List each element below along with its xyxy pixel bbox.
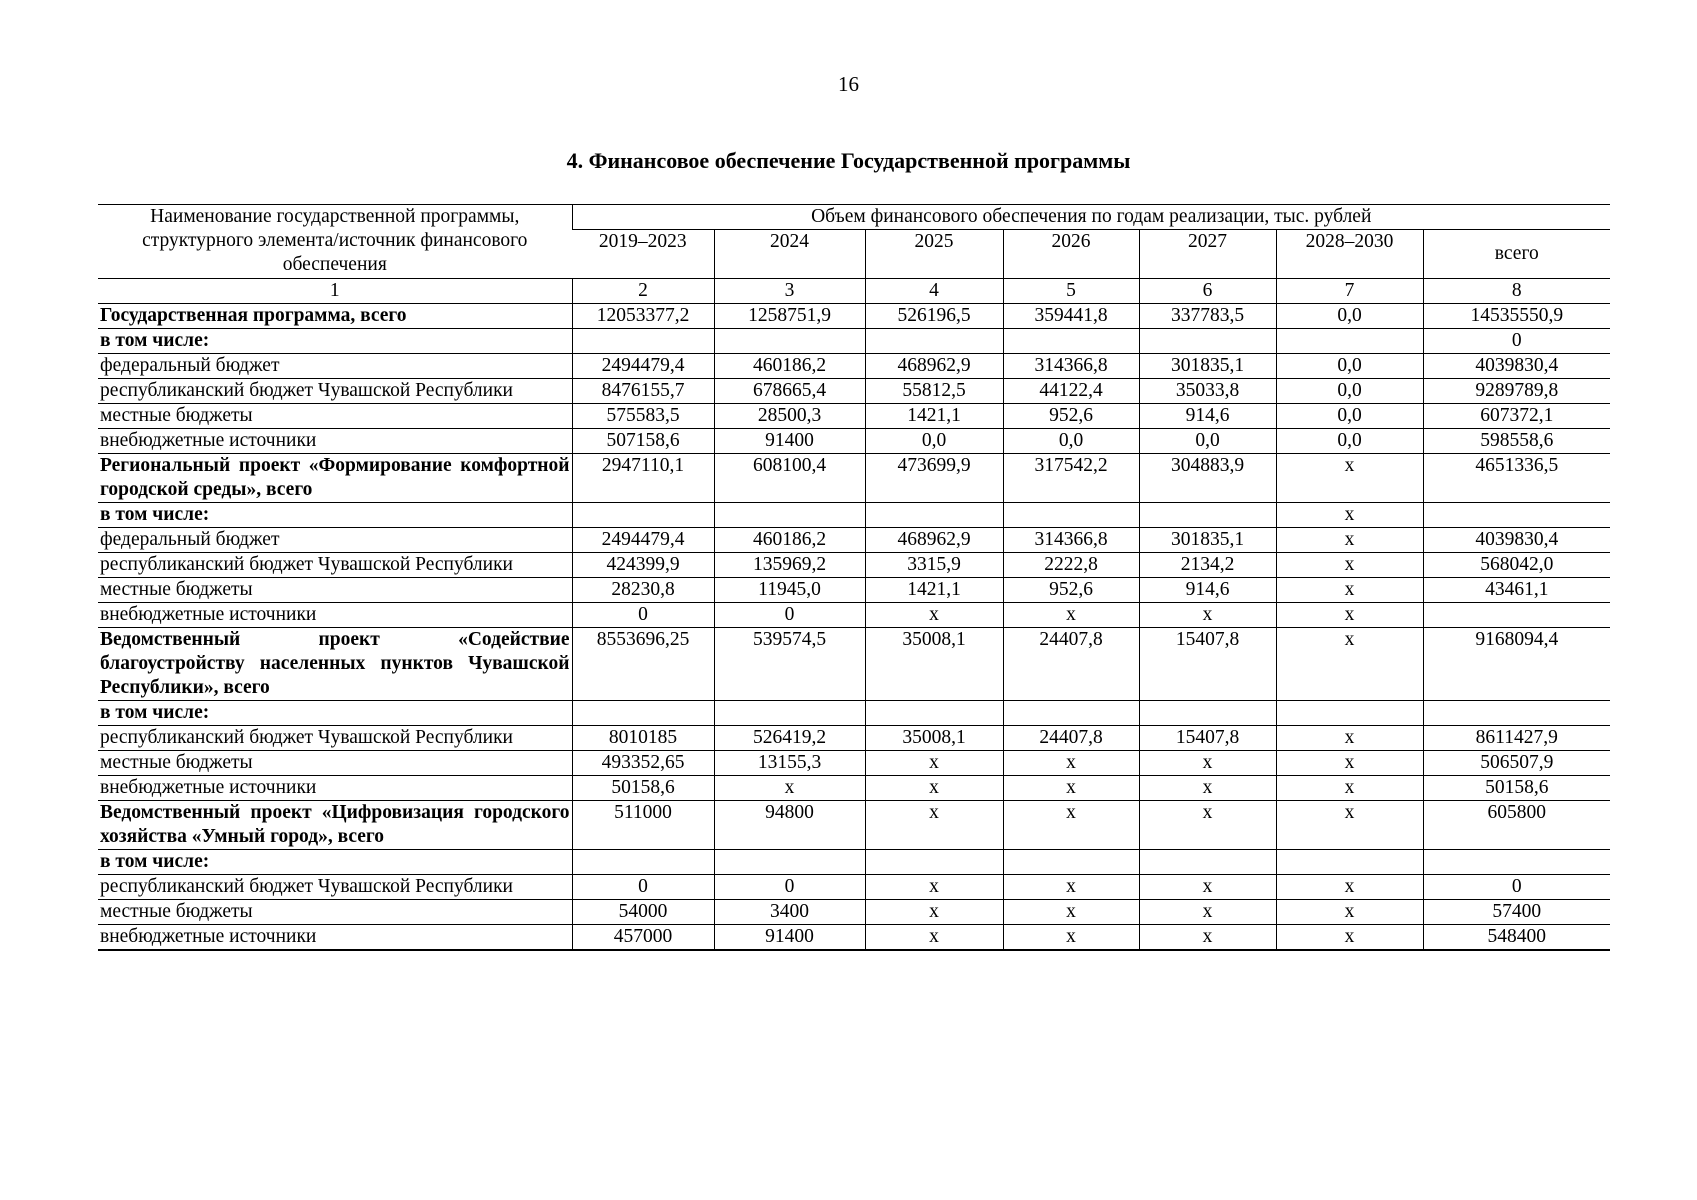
value-cell: [1423, 850, 1610, 875]
value-cell: 0,0: [1276, 304, 1423, 329]
table-row: [98, 503, 1610, 528]
value-cell: 952,6: [1003, 404, 1139, 429]
header-name-column: Наименование государственной программы, структурного элемента/источник финансового обеспечения: [98, 205, 572, 279]
row-name-cell: в том числе:: [98, 503, 572, 528]
row-name-cell: республиканский бюджет Чувашской Республики: [98, 553, 572, 578]
table-row: [98, 801, 1610, 850]
value-cell: х: [1276, 875, 1423, 900]
table-row: [98, 404, 1610, 429]
value-cell: 0,0: [865, 429, 1003, 454]
value-cell: 15407,8: [1139, 628, 1276, 701]
value-cell: 0,0: [1276, 404, 1423, 429]
table-row: [98, 578, 1610, 603]
table-row: [98, 329, 1610, 354]
row-name-cell: республиканский бюджет Чувашской Республики: [98, 875, 572, 900]
value-cell: 914,6: [1139, 404, 1276, 429]
row-name-cell: внебюджетные источники: [98, 603, 572, 628]
value-cell: х: [1003, 751, 1139, 776]
header-year-cell: 2027: [1139, 230, 1276, 279]
row-name-cell: в том числе:: [98, 701, 572, 726]
value-cell: х: [865, 751, 1003, 776]
value-cell: [865, 329, 1003, 354]
value-cell: 2222,8: [1003, 553, 1139, 578]
value-cell: 493352,65: [572, 751, 714, 776]
row-name-cell: республиканский бюджет Чувашской Республики: [98, 726, 572, 751]
row-name-cell: республиканский бюджет Чувашской Республики: [98, 379, 572, 404]
value-cell: 94800: [714, 801, 865, 850]
value-cell: х: [865, 801, 1003, 850]
value-cell: 3315,9: [865, 553, 1003, 578]
table-row: [98, 379, 1610, 404]
value-cell: 44122,4: [1003, 379, 1139, 404]
value-cell: [572, 850, 714, 875]
value-cell: [865, 701, 1003, 726]
value-cell: 952,6: [1003, 578, 1139, 603]
value-cell: 317542,2: [1003, 454, 1139, 503]
header-volume-column: Объем финансового обеспечения по годам реализации, тыс. рублей: [572, 205, 1610, 230]
table-row: [98, 751, 1610, 776]
value-cell: 14535550,9: [1423, 304, 1610, 329]
value-cell: х: [1276, 801, 1423, 850]
value-cell: 24407,8: [1003, 628, 1139, 701]
header-year-cell: 2024: [714, 230, 865, 279]
column-number-cell: 7: [1276, 279, 1423, 304]
table-row: [98, 553, 1610, 578]
value-cell: х: [1276, 503, 1423, 528]
financing-table: [98, 204, 1610, 951]
value-cell: [1423, 603, 1610, 628]
header-numbers-row: [98, 279, 1610, 304]
header-year-cell: всего: [1423, 230, 1610, 279]
value-cell: 91400: [714, 925, 865, 951]
header-year-cell: 2028–2030: [1276, 230, 1423, 279]
value-cell: 2134,2: [1139, 553, 1276, 578]
value-cell: х: [714, 776, 865, 801]
table-row: [98, 304, 1610, 329]
row-name-cell: федеральный бюджет: [98, 528, 572, 553]
value-cell: х: [1003, 801, 1139, 850]
value-cell: 35008,1: [865, 628, 1003, 701]
value-cell: [1003, 701, 1139, 726]
value-cell: х: [1276, 726, 1423, 751]
header-year-cell: 2026: [1003, 230, 1139, 279]
value-cell: 12053377,2: [572, 304, 714, 329]
value-cell: [714, 850, 865, 875]
value-cell: 539574,5: [714, 628, 865, 701]
value-cell: 457000: [572, 925, 714, 951]
value-cell: 24407,8: [1003, 726, 1139, 751]
value-cell: [714, 701, 865, 726]
value-cell: 28230,8: [572, 578, 714, 603]
value-cell: 468962,9: [865, 528, 1003, 553]
value-cell: х: [1276, 925, 1423, 951]
value-cell: 605800: [1423, 801, 1610, 850]
value-cell: х: [1139, 925, 1276, 951]
value-cell: 424399,9: [572, 553, 714, 578]
value-cell: 43461,1: [1423, 578, 1610, 603]
value-cell: х: [1276, 454, 1423, 503]
table-row: [98, 900, 1610, 925]
table-row: [98, 628, 1610, 701]
value-cell: [1276, 850, 1423, 875]
value-cell: 0,0: [1276, 429, 1423, 454]
value-cell: 526419,2: [714, 726, 865, 751]
table-row: [98, 701, 1610, 726]
value-cell: 8476155,7: [572, 379, 714, 404]
row-name-cell: внебюджетные источники: [98, 925, 572, 951]
value-cell: 4039830,4: [1423, 354, 1610, 379]
table-row: [98, 603, 1610, 628]
value-cell: 507158,6: [572, 429, 714, 454]
table-row: [98, 850, 1610, 875]
column-number-cell: 6: [1139, 279, 1276, 304]
value-cell: 0,0: [1003, 429, 1139, 454]
column-number-cell: 5: [1003, 279, 1139, 304]
value-cell: 1421,1: [865, 404, 1003, 429]
value-cell: 8553696,25: [572, 628, 714, 701]
row-name-cell: местные бюджеты: [98, 578, 572, 603]
value-cell: [1423, 701, 1610, 726]
value-cell: [1423, 503, 1610, 528]
page-title: 4. Финансовое обеспечение Государственной программы: [566, 148, 1131, 173]
value-cell: х: [865, 875, 1003, 900]
value-cell: 15407,8: [1139, 726, 1276, 751]
value-cell: 35008,1: [865, 726, 1003, 751]
value-cell: [572, 503, 714, 528]
value-cell: х: [865, 925, 1003, 951]
value-cell: [714, 329, 865, 354]
value-cell: 50158,6: [1423, 776, 1610, 801]
value-cell: [1139, 503, 1276, 528]
value-cell: 568042,0: [1423, 553, 1610, 578]
value-cell: [1139, 701, 1276, 726]
value-cell: х: [865, 776, 1003, 801]
value-cell: 8010185: [572, 726, 714, 751]
value-cell: х: [1276, 900, 1423, 925]
value-cell: 9289789,8: [1423, 379, 1610, 404]
row-name-cell: местные бюджеты: [98, 751, 572, 776]
value-cell: 2494479,4: [572, 528, 714, 553]
value-cell: [572, 701, 714, 726]
value-cell: 460186,2: [714, 354, 865, 379]
value-cell: х: [1276, 776, 1423, 801]
value-cell: [865, 850, 1003, 875]
column-number-cell: 4: [865, 279, 1003, 304]
value-cell: [1276, 701, 1423, 726]
value-cell: 608100,4: [714, 454, 865, 503]
value-cell: 4039830,4: [1423, 528, 1610, 553]
value-cell: 135969,2: [714, 553, 865, 578]
table-row: [98, 875, 1610, 900]
value-cell: 607372,1: [1423, 404, 1610, 429]
value-cell: 55812,5: [865, 379, 1003, 404]
value-cell: 2494479,4: [572, 354, 714, 379]
value-cell: 460186,2: [714, 528, 865, 553]
page-number: 16: [838, 72, 859, 96]
value-cell: [1003, 503, 1139, 528]
row-name-cell: Ведомственный проект «Цифровизация городского хозяйства «Умный город», всего: [98, 801, 572, 850]
value-cell: 11945,0: [714, 578, 865, 603]
table-row: [98, 726, 1610, 751]
value-cell: 0,0: [1139, 429, 1276, 454]
table-row: [98, 429, 1610, 454]
column-number-cell: 2: [572, 279, 714, 304]
value-cell: 35033,8: [1139, 379, 1276, 404]
value-cell: [1276, 329, 1423, 354]
value-cell: х: [1276, 528, 1423, 553]
value-cell: 301835,1: [1139, 528, 1276, 553]
value-cell: 3400: [714, 900, 865, 925]
row-name-cell: в том числе:: [98, 329, 572, 354]
value-cell: [1139, 850, 1276, 875]
row-name-cell: федеральный бюджет: [98, 354, 572, 379]
value-cell: 0: [572, 603, 714, 628]
value-cell: 473699,9: [865, 454, 1003, 503]
value-cell: х: [1003, 925, 1139, 951]
header-year-cell: 2025: [865, 230, 1003, 279]
value-cell: х: [865, 603, 1003, 628]
value-cell: х: [1003, 875, 1139, 900]
value-cell: 468962,9: [865, 354, 1003, 379]
row-name-cell: Ведомственный проект «Содействие благоустройству населенных пунктов Чувашской Республики», всего: [98, 628, 572, 701]
value-cell: 678665,4: [714, 379, 865, 404]
row-name-cell: Региональный проект «Формирование комфортной городской среды», всего: [98, 454, 572, 503]
value-cell: 598558,6: [1423, 429, 1610, 454]
value-cell: [714, 503, 865, 528]
column-number-cell: 3: [714, 279, 865, 304]
table-row: [98, 454, 1610, 503]
value-cell: [1003, 850, 1139, 875]
value-cell: 0: [1423, 875, 1610, 900]
value-cell: 0,0: [1276, 354, 1423, 379]
value-cell: х: [1139, 900, 1276, 925]
value-cell: 9168094,4: [1423, 628, 1610, 701]
value-cell: х: [1003, 603, 1139, 628]
value-cell: 337783,5: [1139, 304, 1276, 329]
value-cell: х: [1276, 553, 1423, 578]
value-cell: х: [1139, 751, 1276, 776]
value-cell: 13155,3: [714, 751, 865, 776]
value-cell: 0: [1423, 329, 1610, 354]
value-cell: х: [1139, 875, 1276, 900]
value-cell: х: [1276, 751, 1423, 776]
header-year-cell: 2019–2023: [572, 230, 714, 279]
table-body: [98, 304, 1610, 951]
value-cell: х: [1276, 578, 1423, 603]
table-row: [98, 925, 1610, 951]
value-cell: х: [1276, 628, 1423, 701]
value-cell: [865, 503, 1003, 528]
row-name-cell: местные бюджеты: [98, 900, 572, 925]
value-cell: 1421,1: [865, 578, 1003, 603]
value-cell: 28500,3: [714, 404, 865, 429]
value-cell: 314366,8: [1003, 528, 1139, 553]
value-cell: 8611427,9: [1423, 726, 1610, 751]
row-name-cell: в том числе:: [98, 850, 572, 875]
value-cell: 50158,6: [572, 776, 714, 801]
column-number-cell: 1: [98, 279, 572, 304]
value-cell: х: [1139, 603, 1276, 628]
value-cell: [1139, 329, 1276, 354]
value-cell: х: [1003, 776, 1139, 801]
row-name-cell: местные бюджеты: [98, 404, 572, 429]
row-name-cell: внебюджетные источники: [98, 429, 572, 454]
value-cell: 2947110,1: [572, 454, 714, 503]
row-name-cell: внебюджетные источники: [98, 776, 572, 801]
table-row: [98, 776, 1610, 801]
column-number-cell: 8: [1423, 279, 1610, 304]
value-cell: 57400: [1423, 900, 1610, 925]
value-cell: 548400: [1423, 925, 1610, 951]
value-cell: 0: [714, 603, 865, 628]
value-cell: х: [1139, 776, 1276, 801]
table-header: [98, 205, 1610, 304]
value-cell: 301835,1: [1139, 354, 1276, 379]
value-cell: 506507,9: [1423, 751, 1610, 776]
value-cell: х: [1139, 801, 1276, 850]
value-cell: 91400: [714, 429, 865, 454]
value-cell: 314366,8: [1003, 354, 1139, 379]
value-cell: 575583,5: [572, 404, 714, 429]
value-cell: х: [1003, 900, 1139, 925]
value-cell: 914,6: [1139, 578, 1276, 603]
value-cell: [572, 329, 714, 354]
table-row: [98, 354, 1610, 379]
table-row: [98, 528, 1610, 553]
value-cell: 4651336,5: [1423, 454, 1610, 503]
value-cell: 304883,9: [1139, 454, 1276, 503]
value-cell: 0,0: [1276, 379, 1423, 404]
value-cell: 359441,8: [1003, 304, 1139, 329]
value-cell: 526196,5: [865, 304, 1003, 329]
row-name-cell: Государственная программа, всего: [98, 304, 572, 329]
value-cell: 0: [714, 875, 865, 900]
value-cell: 511000: [572, 801, 714, 850]
value-cell: 0: [572, 875, 714, 900]
value-cell: х: [1276, 603, 1423, 628]
value-cell: [1003, 329, 1139, 354]
value-cell: 54000: [572, 900, 714, 925]
value-cell: х: [865, 900, 1003, 925]
value-cell: 1258751,9: [714, 304, 865, 329]
